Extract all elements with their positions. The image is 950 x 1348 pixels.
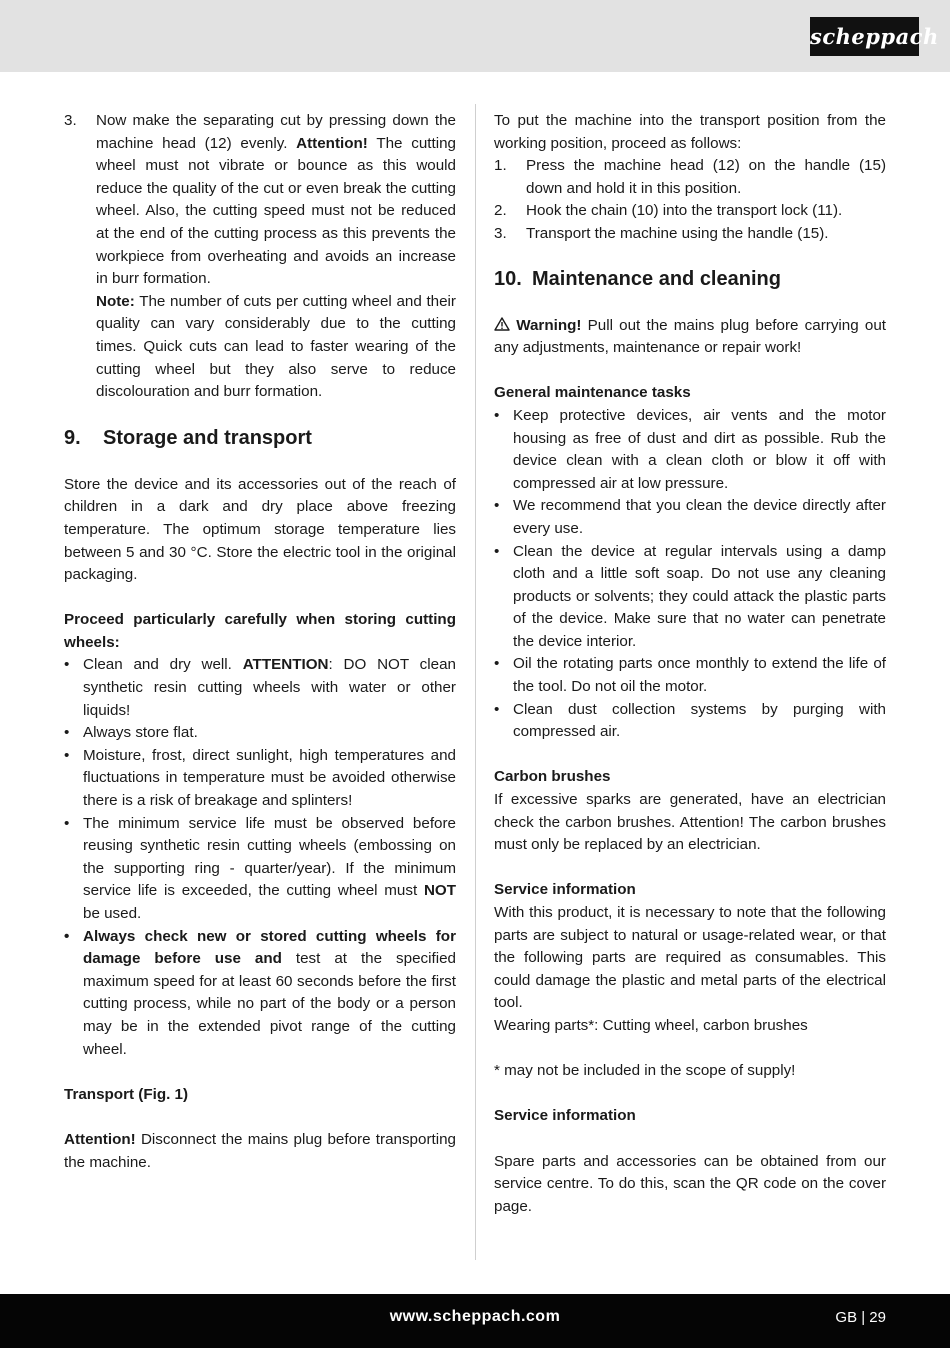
step-text: Now make the separating cut by pressing down the machine head (12) evenly. bbox=[96, 112, 456, 152]
list-item: • We recommend that you clean the device directly after every use. bbox=[494, 497, 886, 537]
carbon-brushes-text: If excessive sparks are generated, have an electrician check the carbon brushes. Attention! The carbon brushes must only be replaced by an electrician. bbox=[494, 791, 886, 854]
carbon-brushes-heading: Carbon brushes bbox=[494, 768, 611, 786]
service-info-heading-2: Service information bbox=[494, 1107, 636, 1125]
storage-paragraph: Store the device and its accessories out of the reach of children in a dark and dry place above freezing temperature. The optimum storage temperature lies between 5 and 30 °C. Store the electric tool in the original packaging. bbox=[64, 475, 456, 584]
scheppach-logo: scheppach bbox=[810, 17, 919, 56]
note-text: The number of cuts per cutting wheel and their quality can vary considerably due to the cutting times. Quick cuts can lead to faster wearing of the cutting wheel but they also serve to reduce discolouration and burr formation. bbox=[96, 292, 456, 401]
transport-intro: To put the machine into the transport position from the working position, proceed as follows: bbox=[494, 112, 886, 152]
right-column bbox=[494, 110, 886, 1218]
item-text: Clean dust collection systems by purging with compressed air. bbox=[513, 700, 886, 741]
note-label: Note: bbox=[96, 292, 135, 310]
transport-step bbox=[494, 155, 886, 200]
step-number: 3. bbox=[494, 224, 507, 242]
item-text-cont: : DO NOT clean synthetic resin cutting wheels with water or other liquids! bbox=[83, 656, 456, 719]
spare-parts-text: Spare parts and accessories can be obtained from our service centre. To do this, scan the QR code on the cover page. bbox=[494, 1152, 886, 1215]
not-label: NOT bbox=[423, 882, 456, 900]
page-number: GB | 29 bbox=[835, 1309, 886, 1326]
website-link[interactable]: www.scheppach.com bbox=[389, 1308, 561, 1325]
item-text: test at the specified maximum speed for at least 60 seconds before the first cutting process, while no part of the body or a person may be in the extended pivot range of the cutting wheel. bbox=[83, 950, 456, 1058]
step-number: 1. bbox=[494, 157, 507, 175]
attention-label: Attention! bbox=[296, 134, 368, 152]
step-text: Hook the chain (10) into the transport lock (11). bbox=[526, 202, 843, 220]
item-text: We recommend that you clean the device directly after every use. bbox=[513, 497, 886, 537]
transport-step bbox=[494, 200, 886, 223]
section-number: 9. bbox=[64, 426, 81, 449]
warning-triangle-icon bbox=[494, 315, 510, 338]
step-text: Press the machine head (12) on the handle (15) down and hold it in this position. bbox=[526, 157, 886, 197]
list-item: • Clean and dry well. ATTENTION: DO NOT clean synthetic resin cutting wheels with water or other liquids! bbox=[64, 656, 456, 719]
header-bar bbox=[0, 0, 950, 72]
section-10-heading bbox=[494, 266, 886, 292]
list-item: • The minimum service life must be observed before reusing synthetic resin cutting wheels (embossing on the supporting ring - quarter/year). If the minimum service life is exceeded, the cutting wheel must NOT be used. bbox=[64, 814, 456, 922]
transport-step bbox=[494, 223, 886, 246]
warning-text: Pull out the mains plug before carrying out any adjustments, maintenance or repair work! bbox=[494, 316, 886, 357]
service-info-heading: Service information bbox=[494, 881, 636, 899]
item-text: Clean the device at regular intervals using a damp cloth and a little soft soap. Do not use any cleaning products or solvents; they could attack the plastic parts of the device. Make sure that no water can penetrate the device interior. bbox=[513, 542, 886, 650]
item-text: The minimum service life must be observed before reusing synthetic resin cutting wheels (embossing on the supporting ring - quarter/year). If the minimum service life is exceeded, the cutting wheel must bbox=[83, 814, 456, 900]
note bbox=[64, 291, 456, 404]
step-3 bbox=[64, 110, 456, 291]
step-text-cont: The cutting wheel must not vibrate or bounce as this would reduce the quality of the cut or even break the cutting wheel. Also, the cutting speed must not be reduced at the end of the cutting process as this prevents the workpiece from overheating and avoids an increase in burr formation. bbox=[96, 134, 456, 288]
transport-paragraph bbox=[64, 1129, 456, 1174]
item-text: Moisture, frost, direct sunlight, high temperatures and fluctuations in temperature must be avoided otherwise there is a risk of breakage and splinters! bbox=[83, 746, 456, 810]
list-item: • Always check new or stored cutting wheels for damage before use and test at the specified maximum speed for at least 60 seconds before the first cutting process, while no part of the body or a person may be in the extended pivot range of the cutting wheel. bbox=[64, 927, 456, 1058]
general-maintenance-heading: General maintenance tasks bbox=[494, 384, 691, 402]
transport-heading: Transport (Fig. 1) bbox=[64, 1085, 189, 1103]
list-item: • Clean dust collection systems by purging with compressed air. bbox=[494, 700, 886, 741]
step-number: 2. bbox=[494, 202, 507, 220]
wearing-parts: Wearing parts*: Cutting wheel, carbon brushes bbox=[494, 1016, 808, 1034]
section-title: Storage and transport bbox=[103, 426, 312, 449]
left-column bbox=[64, 110, 456, 1174]
section-9-heading bbox=[64, 425, 456, 451]
warning-label: Warning! bbox=[516, 316, 582, 334]
list-item: • Keep protective devices, air vents and the motor housing as free of dust and dirt as possible. Rub the device clean with a clean cloth or blow it off with compressed air at low pressure. bbox=[494, 406, 886, 492]
transport-text: Disconnect the mains plug before transporting the machine. bbox=[64, 1130, 456, 1171]
footnote: * may not be included in the scope of supply! bbox=[494, 1062, 796, 1080]
service-info-text: With this product, it is necessary to note that the following parts are subject to natural or usage-related wear, or that the following parts are required as consumables. This could damage the plastic and metal parts of the electrical tool. bbox=[494, 904, 886, 1012]
list-item: • Always store flat. bbox=[64, 724, 198, 742]
list-item: • Clean the device at regular intervals using a damp cloth and a little soft soap. Do not use any cleaning products or solvents; they could attack the plastic parts of the device. Make sure that no water can penetrate the device interior. bbox=[494, 542, 886, 650]
attention-label: ATTENTION bbox=[242, 656, 329, 674]
warning-paragraph bbox=[494, 315, 886, 360]
list-item: • Moisture, frost, direct sunlight, high temperatures and fluctuations in temperature must be avoided otherwise there is a risk of breakage and splinters! bbox=[64, 746, 456, 810]
item-text: Always store flat. bbox=[83, 724, 198, 742]
proceed-heading: Proceed particularly carefully when storing cutting wheels: bbox=[64, 611, 456, 651]
section-number: 10. bbox=[494, 267, 522, 290]
footer-bar bbox=[0, 1294, 950, 1348]
column-divider bbox=[475, 104, 476, 1260]
item-bold-text: Always check new or stored cutting wheels for damage before use and bbox=[83, 927, 456, 968]
item-text: Oil the rotating parts once monthly to extend the life of the tool. Do not oil the motor. bbox=[513, 655, 886, 696]
step-number: 3. bbox=[64, 112, 77, 129]
attention-label: Attention! bbox=[64, 1130, 136, 1148]
list-item: • Oil the rotating parts once monthly to extend the life of the tool. Do not oil the motor. bbox=[494, 655, 886, 696]
section-title: Maintenance and cleaning bbox=[532, 267, 781, 290]
item-text: Keep protective devices, air vents and the motor housing as free of dust and dirt as possible. Rub the device clean with a clean cloth or blow it off with compressed air at low pressure. bbox=[513, 406, 886, 492]
step-text: Transport the machine using the handle (15). bbox=[526, 224, 829, 242]
item-text-cont: be used. bbox=[83, 905, 142, 922]
item-text: Clean and dry well. bbox=[83, 656, 243, 674]
